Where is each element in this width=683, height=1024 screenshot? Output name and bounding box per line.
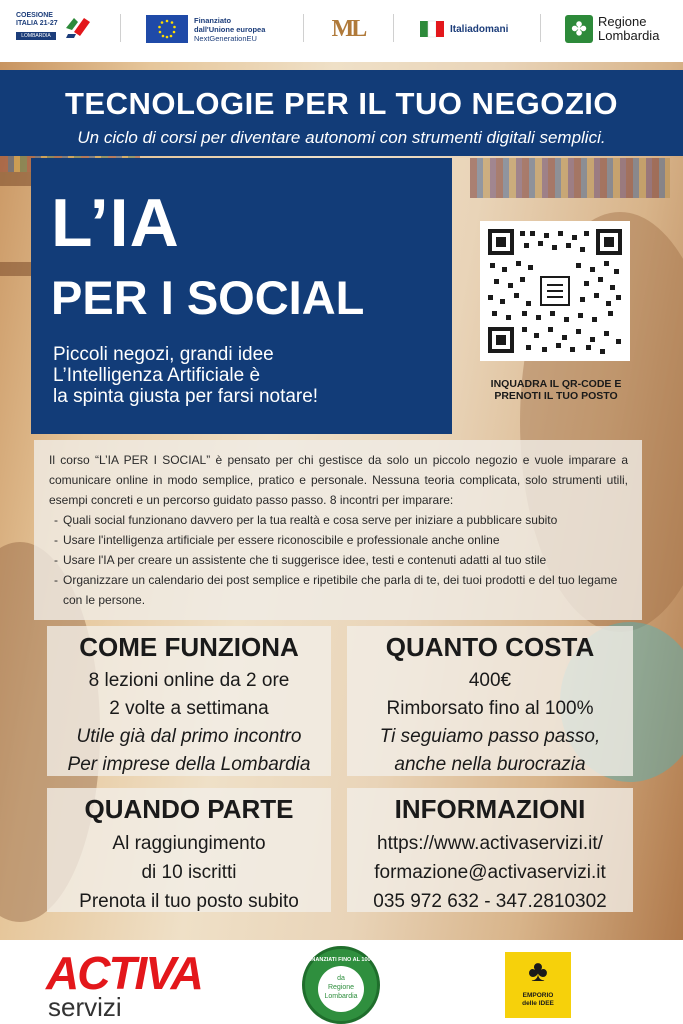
eu-line3: NextGenerationEU [194, 33, 257, 43]
course-title-line2: PER I SOCIAL [51, 271, 365, 324]
tree-icon: ♣ [528, 955, 548, 988]
how-it-works-line: Per imprese della Lombardia [67, 754, 311, 775]
tagline-line1: Piccoli negozi, grandi idee [53, 344, 274, 365]
badge-da: da [337, 975, 345, 982]
list-item: - Usare l'IA per creare un assistente che ti suggerisce idee, testi e contenuti adatti al tuo stile [49, 550, 628, 570]
badge-ring-text: FINANZIATI FINO AL 100% [306, 957, 376, 963]
course-tagline [53, 344, 433, 407]
ml-mark: ML [331, 15, 365, 42]
start-date-box [47, 788, 331, 912]
logo-divider [540, 14, 541, 42]
logo-divider [393, 14, 394, 42]
activa-wordmark: ACTIVA [46, 947, 202, 999]
books [470, 158, 670, 198]
price-box [347, 626, 633, 776]
booking-qr-code[interactable] [480, 221, 630, 361]
eu-nextgen-logo [146, 10, 280, 48]
tagline-line3: la spinta giusta per farsi notare! [53, 386, 319, 407]
lombardia-line2: Lombardia [598, 28, 660, 43]
start-line: Prenota il tuo posto subito [79, 891, 299, 912]
email-link[interactable]: formazione@activaservizi.it [374, 862, 606, 883]
badge-line2: Lombardia [324, 993, 358, 1000]
lombardia-logo-text [598, 15, 659, 43]
coesione-line2: ITALIA 21-27 [16, 20, 58, 27]
price-value: 400€ [468, 670, 512, 691]
partner-logo-bar [0, 0, 683, 62]
tagline-line2: L’Intelligenza Artificiale è [53, 365, 261, 386]
how-it-works-line: Utile già dal primo incontro [76, 726, 302, 747]
start-line: Al raggiungimento [112, 833, 266, 854]
emporio-line2: delle IDEE [522, 1000, 554, 1007]
info-box [347, 788, 633, 912]
page-title: TECNOLOGIE PER IL TUO NEGOZIO [64, 86, 619, 121]
badge-line1: Regione [327, 984, 355, 991]
coesione-line1: COESIONE [16, 12, 53, 19]
how-it-works-box [47, 626, 331, 776]
eu-flag-icon [146, 15, 188, 43]
topics-list [49, 510, 628, 610]
coesione-mark-icon [64, 14, 94, 40]
course-title-line1: L’IA [51, 185, 180, 261]
page-subtitle: Un ciclo di corsi per diventare autonomi con strumenti digitali semplici. [77, 128, 606, 147]
italia-domani-icon [418, 17, 446, 41]
italia-domani-text: Italiadomani [450, 23, 509, 35]
how-it-works-heading: COME FUNZIONA [79, 632, 299, 662]
coesione-logo-text [16, 12, 60, 28]
list-item: - Usare l'intelligenza artificiale per essere riconoscibile e professionale anche online [49, 530, 628, 550]
list-item: - Quali social funzionano davvero per la tua realtà e cosa serve per iniziare a pubblicare subito [49, 510, 628, 530]
info-heading: INFORMAZIONI [394, 794, 586, 824]
price-line: Rimborsato fino al 100% [386, 698, 594, 719]
start-line: di 10 iscritti [141, 862, 237, 883]
emporio-idee-logo [505, 952, 571, 1018]
qr-caption: INQUADRA IL QR-CODE E PRENOTI IL TUO POSTO [490, 378, 622, 402]
badge-inner [318, 966, 364, 1012]
coesione-tag: LOMBARDIA [16, 32, 56, 40]
description-intro: Il corso “L’IA PER I SOCIAL” è pensato per chi gestisce da solo un piccolo negozio e vuole imparare a comunicare online in modo semplice, pratico e personale. Nessuna teoria complicata, solo strumenti utili, esempi concreti e un percorso guidato passo passo. 8 incontri per imparare: [49, 453, 628, 507]
website-link[interactable]: https://www.activaservizi.it/ [377, 833, 603, 854]
logo-divider [120, 14, 121, 42]
activa-servizi-text: servizi [48, 992, 122, 1022]
eu-line1: Finanziato [194, 15, 232, 25]
start-heading: QUANDO PARTE [84, 794, 294, 824]
phone-numbers[interactable]: 035 972 632 - 347.2810302 [373, 891, 607, 912]
price-line: anche nella burocrazia [394, 754, 586, 775]
regione-lombardia-logo [565, 10, 673, 48]
how-it-works-line: 8 lezioni online da 2 ore [88, 670, 290, 691]
list-item: - Organizzare un calendario dei post semplice e ripetibile che parla di te, dei tuoi prodotti e del tuo legame con le persone. [49, 570, 628, 610]
price-heading: QUANTO COSTA [385, 632, 595, 662]
emporio-line1: EMPORIO [522, 992, 554, 999]
ministero-lavoro-logo [328, 10, 368, 48]
lombardia-rose-icon: ✤ [565, 15, 593, 43]
coesione-italia-logo [16, 10, 98, 48]
course-description [34, 440, 642, 620]
activa-servizi-logo [46, 947, 220, 1022]
how-it-works-line: 2 volte a settimana [109, 698, 269, 719]
lombardia-line1: Regione [598, 14, 647, 29]
italia-domani-logo [418, 10, 518, 48]
funding-badge [302, 946, 380, 1024]
header-band [0, 70, 683, 156]
logo-divider [303, 14, 304, 42]
eu-line2: dall'Unione europea [194, 24, 266, 34]
qr-code-icon [486, 227, 624, 355]
eu-logo-text [194, 16, 265, 43]
course-title-box [31, 158, 452, 434]
price-line: Ti seguiamo passo passo, [379, 726, 601, 747]
